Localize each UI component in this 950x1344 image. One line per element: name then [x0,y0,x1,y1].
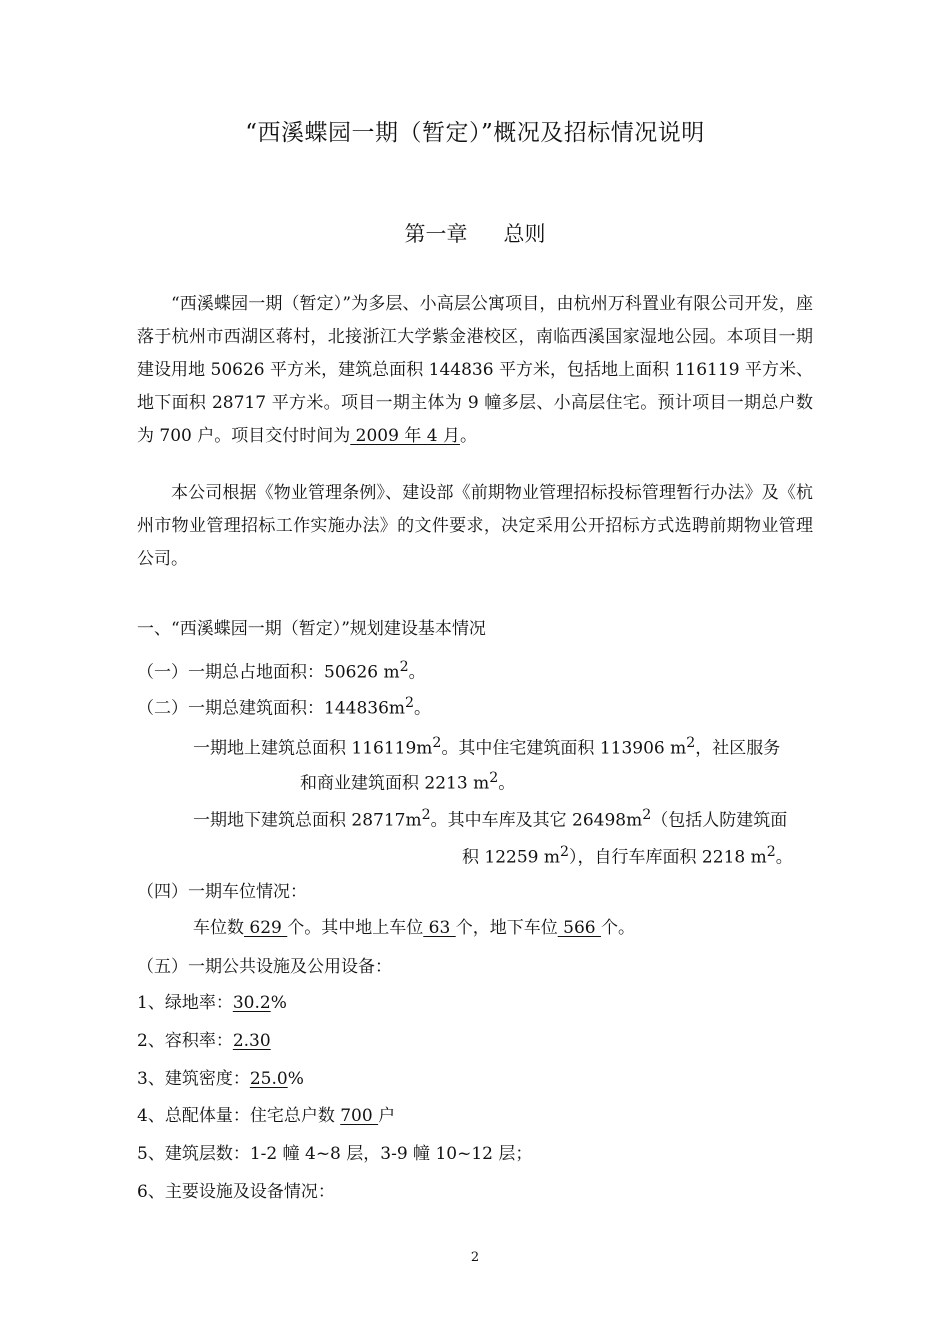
building-density-item: 3、建筑密度：25.0% [137,1069,304,1089]
plot-ratio-item: 2、容积率：2.30 [137,1031,271,1051]
bicycle-garage-line: 积 12259 $m^2$），自行车库面积 2218 $m^2$。 [462,844,793,868]
above-ground-area-line: 一期地上建筑总面积 $116119m^2$。其中住宅建筑面积 113906 $m^2$，社区服务 [193,735,781,759]
page-number: 2 [470,1250,480,1265]
chapter-heading [0,218,950,248]
main-facilities-item: 6、主要设施及设备情况： [137,1182,335,1202]
tender-basis-paragraph: 本公司根据《物业管理条例》、建设部《前期物业管理招标投标管理暂行办法》及《杭州市物业管理招标工作实施办法》的文件要求，决定采用公开招标方式选聘前期物业管理公司。 [137,483,813,569]
building-floors-item: 5、建筑层数：1-2 幢 4~8 层，3-9 幢 10~12 层； [137,1144,533,1164]
parking-line: 车位数 629 个。其中地上车位 63 个，地下车位 566 个。 [193,918,635,938]
public-facilities-heading: （五）一期公共设施及公用设备： [137,957,392,977]
commercial-area-line: 和商业建筑面积 2213 $m^2$。 [300,770,516,794]
delivery-date: 2009 年 4 月 [350,426,460,446]
section-heading: 一、“西溪蝶园一期（暂定）”规划建设基本情况 [137,619,486,639]
parking-above-ground: 63 [423,918,456,938]
chapter-number: 第一章 [404,222,468,246]
household-count-item: 4、总配体量：住宅总户数 700 户 [137,1106,396,1126]
parking-total: 629 [244,918,288,938]
parking-below-ground: 566 [557,918,601,938]
parking-heading: （四）一期车位情况： [137,882,307,902]
green-ratio-item: 1、绿地率：30.2% [137,993,287,1013]
intro-paragraph: “西溪蝶园一期（暂定）”为多层、小高层公寓项目，由杭州万科置业有限公司开发，座落于杭州市西湖区蒋村，北接浙江大学紫金港校区，南临西溪国家湿地公园。本项目一期建设用地 50626 平方米，建筑总面积 144836 平方米，包括地上面积 116119 平方米、地下面积 28717 平方米。项目一期主体为 9 幢多层、小高层住宅。预计项目一期总户数为 700 户。项目交付时间为 2009 年 4 月。 [137,294,813,446]
building-area-item: （二）一期总建筑面积：$144836m^2$。 [137,695,432,719]
land-area-item: （一）一期总占地面积：50626 $m^2$。 [137,659,426,683]
document-title: “西溪蝶园一期（暂定）”概况及招标情况说明 [245,120,705,146]
chapter-name: 总则 [503,222,546,246]
below-ground-area-line: 一期地下建筑总面积 $28717m^2$。其中车库及其它 $26498m^2$（包括人防建筑面 [193,807,788,831]
